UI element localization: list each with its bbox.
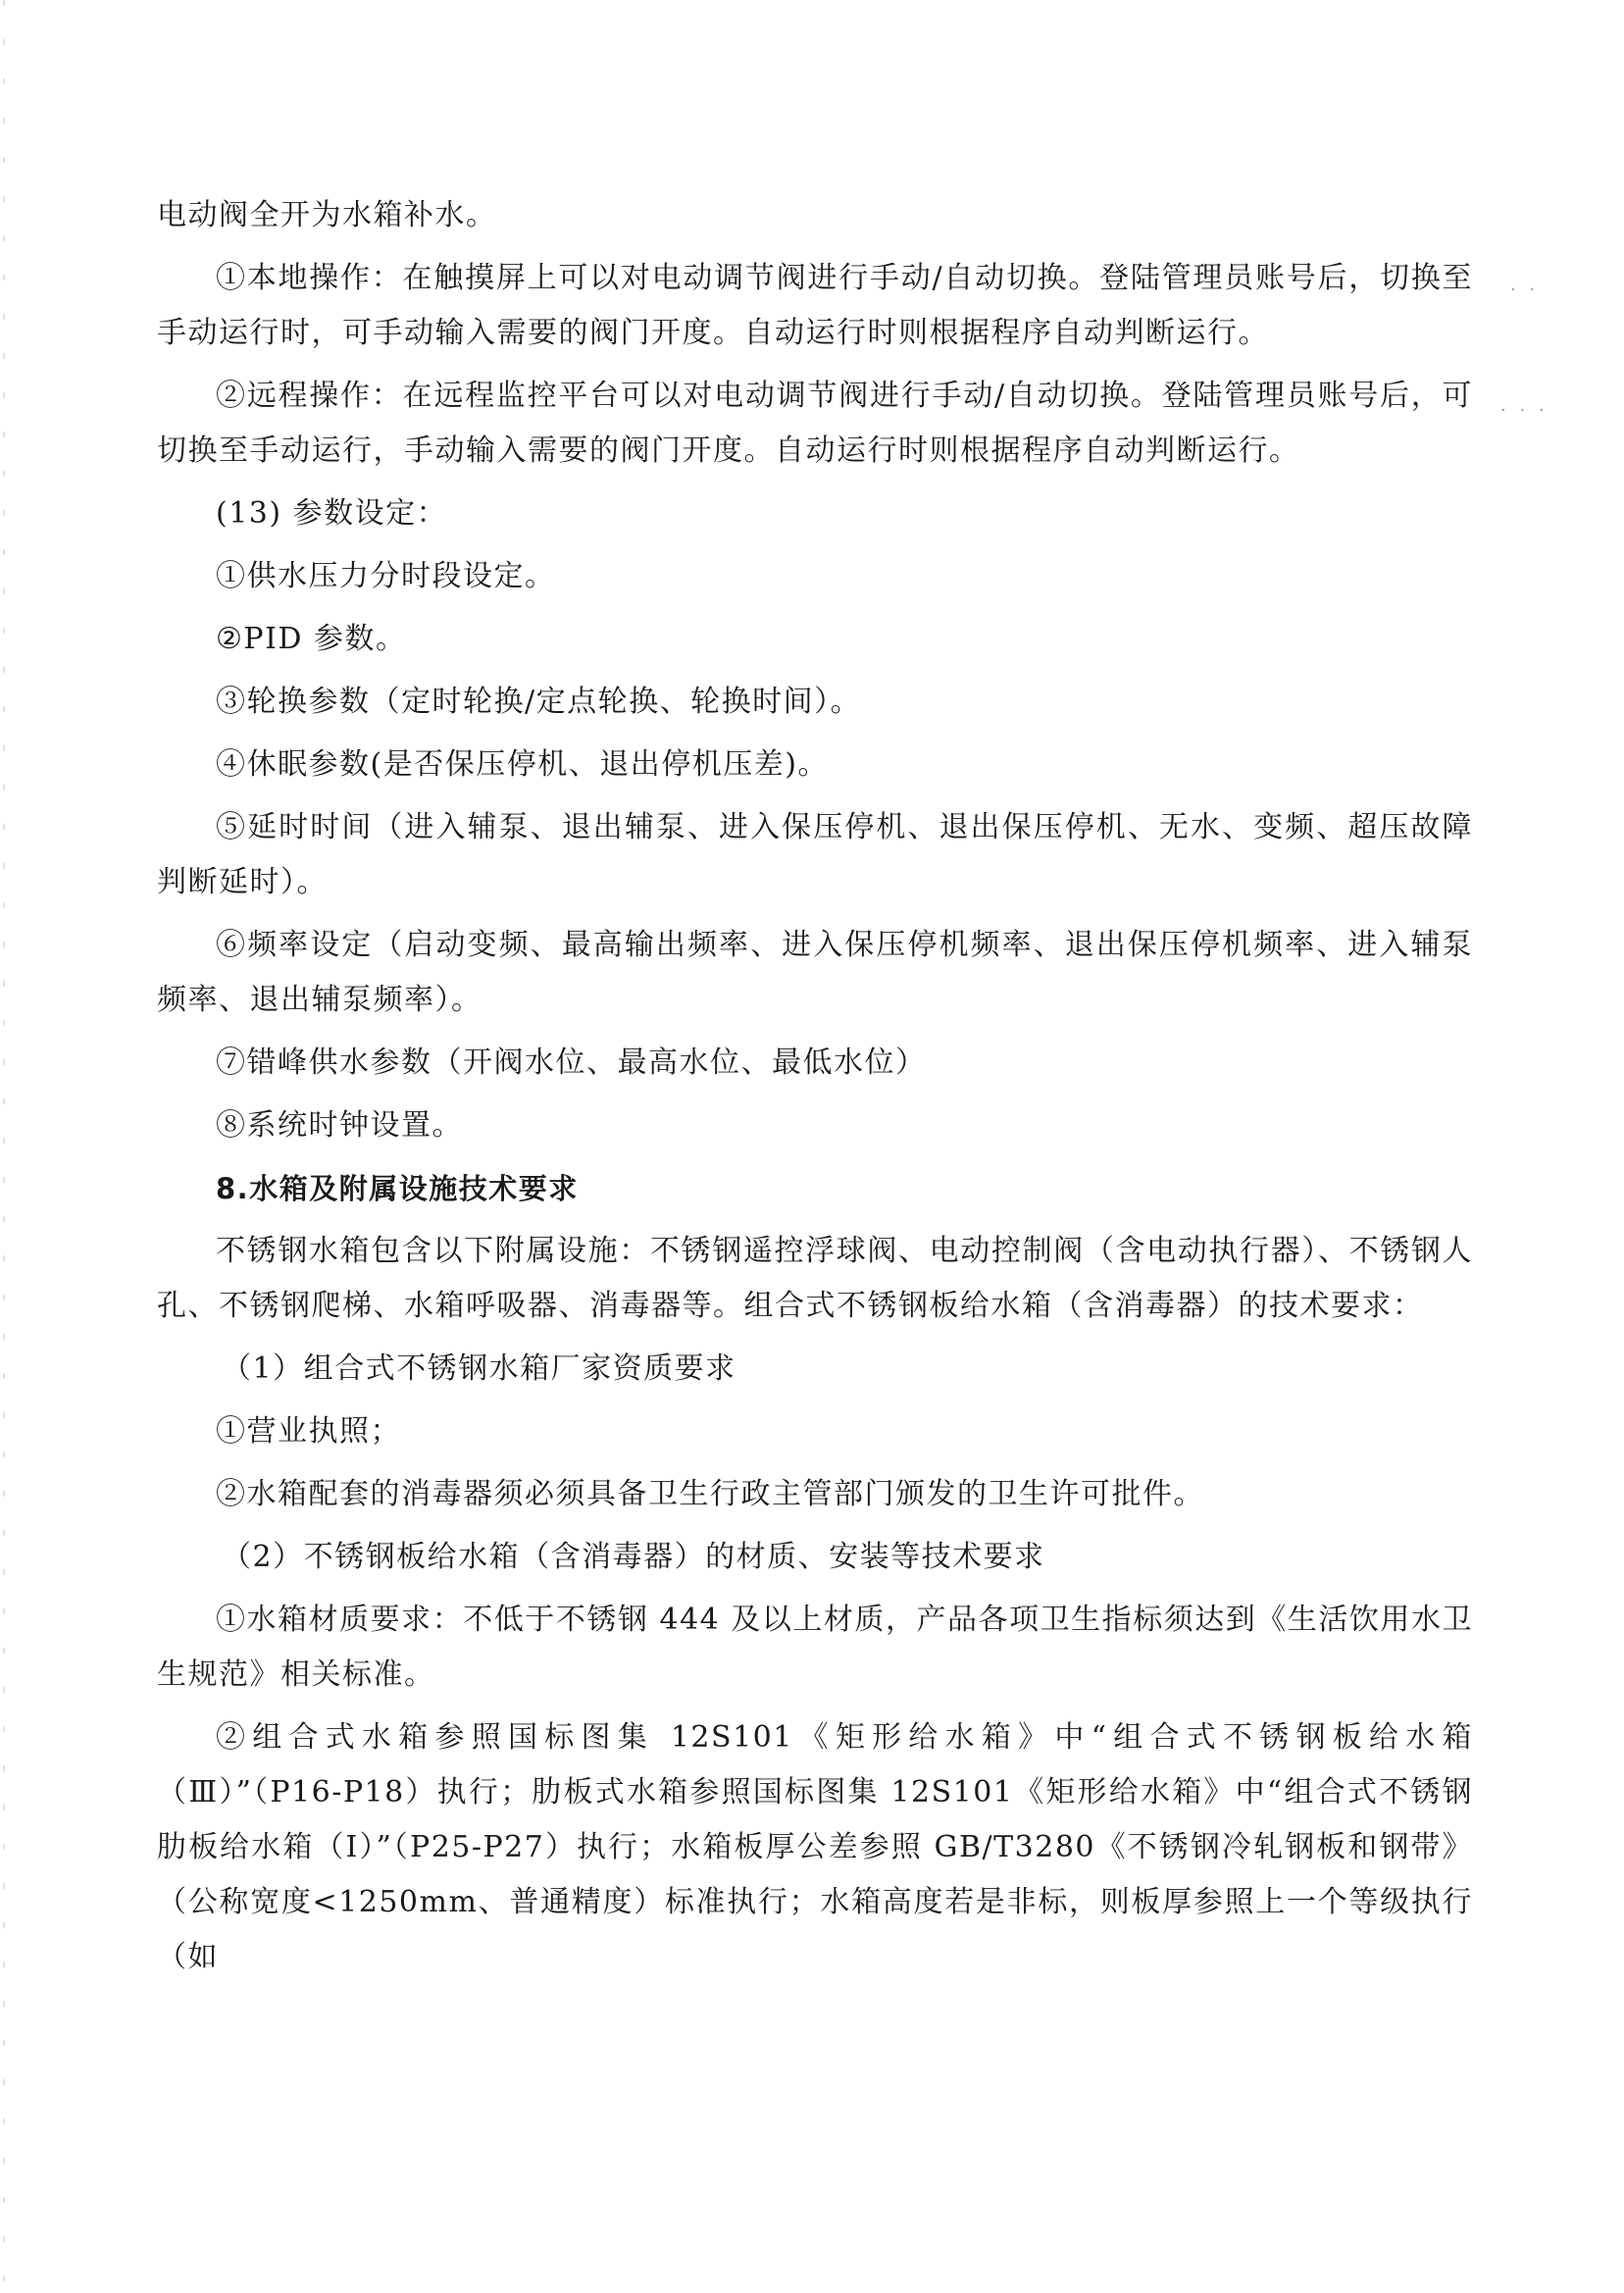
- paragraph: 电动阀全开为水箱补水。: [157, 198, 497, 232]
- scan-speck: · · ·: [1500, 400, 1548, 421]
- list-item: ①水箱材质要求：不低于不锈钢 444 及以上材质，产品各项卫生指标须达到《生活饮用水卫生规范》相关标准。: [157, 1603, 1473, 1692]
- section-subheading: （1）组合式不锈钢水箱厂家资质要求: [222, 1351, 736, 1386]
- list-item: ①营业执照；: [216, 1414, 401, 1449]
- list-item: ①供水压力分时段设定。: [216, 559, 556, 593]
- document-body: [157, 188, 1473, 1993]
- list-item: ⑦错峰供水参数（开阀水位、最高水位、最低水位）: [216, 1045, 927, 1080]
- section-heading: 8.水箱及附属设施技术要求: [216, 1172, 579, 1205]
- list-item: ②PID 参数。: [216, 622, 407, 656]
- list-item: ⑤延时时间（进入辅泵、退出辅泵、进入保压停机、退出保压停机、无水、变频、超压故障判断延时）。: [157, 810, 1473, 899]
- scan-speck: · ·: [1510, 280, 1540, 300]
- list-item: ⑧系统时钟设置。: [216, 1108, 463, 1143]
- section-subheading: （2）不锈钢板给水箱（含消毒器）的材质、安装等技术要求: [222, 1540, 1045, 1574]
- list-item: ③轮换参数（定时轮换/定点轮换、轮换时间）。: [216, 685, 862, 719]
- section-subheading: (13) 参数设定：: [216, 496, 448, 531]
- scan-edge-artifact: [3, 0, 5, 2293]
- paragraph: 不锈钢水箱包含以下附属设施：不锈钢遥控浮球阀、电动控制阀（含电动执行器）、不锈钢人孔、不锈钢爬梯、水箱呼吸器、消毒器等。组合式不锈钢板给水箱（含消毒器）的技术要求：: [157, 1234, 1473, 1323]
- list-item: ⑥频率设定（启动变频、最高输出频率、进入保压停机频率、退出保压停机频率、进入辅泵频率、退出辅泵频率）。: [157, 928, 1473, 1017]
- list-item: ④休眠参数(是否保压停机、退出停机压差)。: [216, 747, 829, 782]
- paragraph: ②远程操作：在远程监控平台可以对电动调节阀进行手动/自动切换。登陆管理员账号后，可切换至手动运行，手动输入需要的阀门开度。自动运行时则根据程序自动判断运行。: [157, 379, 1473, 468]
- paragraph: ①本地操作：在触摸屏上可以对电动调节阀进行手动/自动切换。登陆管理员账号后，切换至手动运行时，可手动输入需要的阀门开度。自动运行时则根据程序自动判断运行。: [157, 261, 1473, 350]
- list-item: ②水箱配套的消毒器须必须具备卫生行政主管部门颁发的卫生许可批件。: [216, 1477, 1204, 1511]
- list-item: ②组合式水箱参照国标图集 12S101《矩形给水箱》中“组合式不锈钢板给水箱（Ⅲ）”（P16-P18）执行；肋板式水箱参照国标图集 12S101《矩形给水箱》中“组合式不锈钢肋板给水箱（Ⅰ）”（P25-P27）执行；水箱板厚公差参照 GB/T3280《不锈钢冷轧钢板和钢带》（公称宽度<1250mm、普通精度）标准执行；水箱高度若是非标，则板厚参照上一个等级执行（如: [157, 1720, 1473, 1974]
